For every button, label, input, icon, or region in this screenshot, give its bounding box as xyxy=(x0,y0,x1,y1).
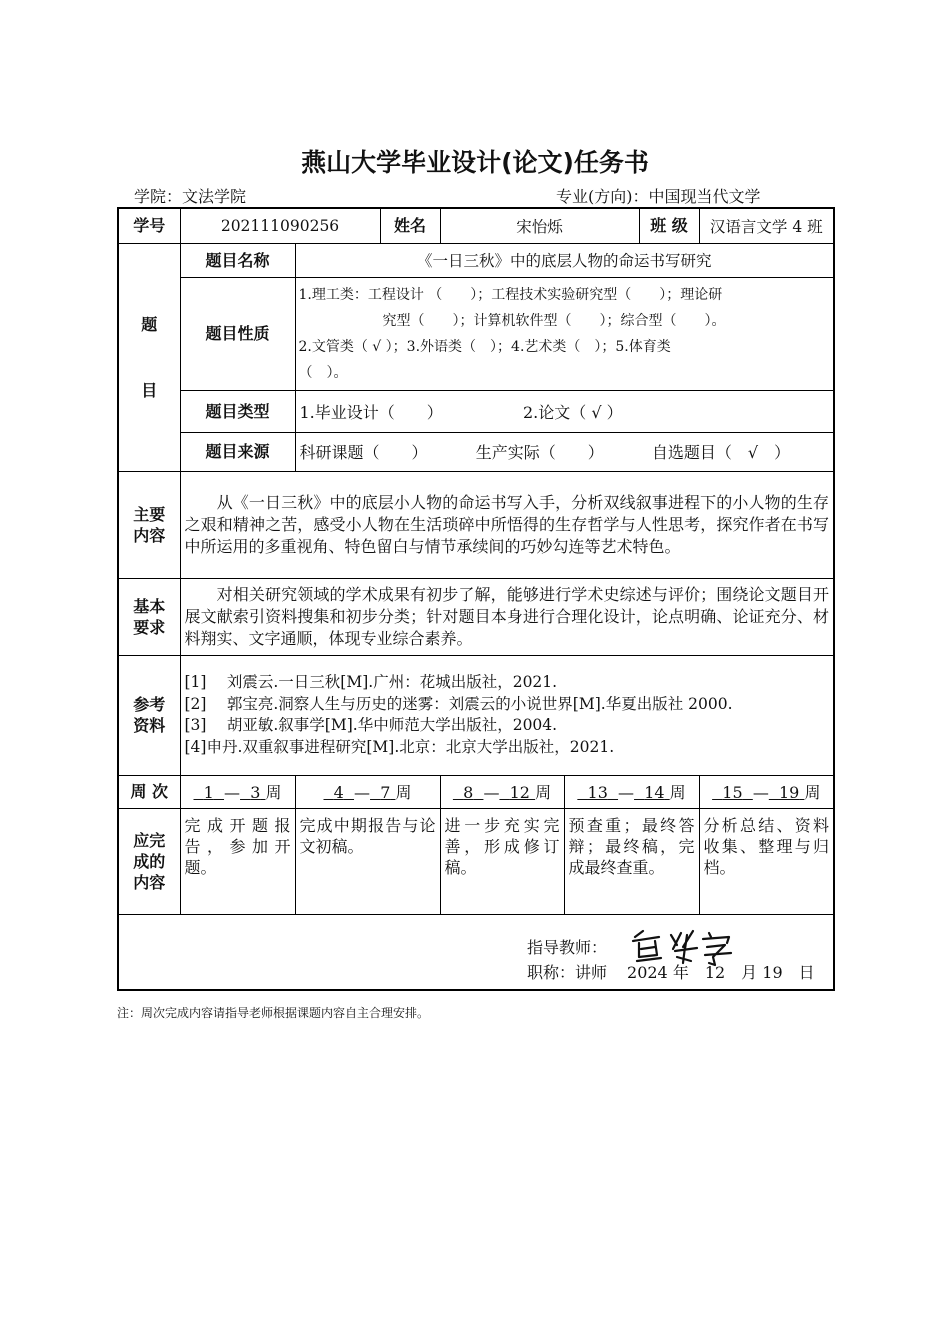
source-option-self-selected: 自选题目（ √ ） xyxy=(651,443,791,462)
main-content-label xyxy=(118,471,180,578)
week-period-1 xyxy=(180,775,295,808)
task-cell-3: 进一步充实完善，形成修订稿。 xyxy=(440,808,564,914)
reference-item: [1] 刘震云.一日三秋[M].广州：花城出版社，2021. xyxy=(184,673,558,691)
week-start: 13 xyxy=(587,783,608,802)
topic-nature-row xyxy=(118,277,834,390)
requirements-label-2: 要求 xyxy=(133,617,166,637)
week-start: 1 xyxy=(203,783,214,802)
week-unit: 周 xyxy=(669,783,686,802)
type-option-graduation-design: 1.毕业设计（ ） xyxy=(299,402,443,422)
tasks-label-3: 内容 xyxy=(133,872,166,892)
topic-source-label: 题目来源 xyxy=(180,432,295,471)
task-cell-4: 预查重；最终答辩；最终稿，完成最终查重。 xyxy=(564,808,699,914)
task-cell-1: 完成开题报告，参加开题。 xyxy=(180,808,295,914)
source-option-research: 科研课题（ ） xyxy=(299,443,428,462)
task-form-table xyxy=(117,207,835,991)
requirements-row xyxy=(118,578,834,655)
class-label: 班 级 xyxy=(639,208,699,243)
handwritten-signature xyxy=(629,927,739,967)
topic-type-label: 题目类型 xyxy=(180,390,295,432)
signature-cell xyxy=(118,914,834,990)
advisor-title: 职称：讲师 xyxy=(527,962,608,982)
week-unit: 周 xyxy=(265,783,282,802)
week-end: 19 xyxy=(778,783,800,802)
topic-nature-label: 题目性质 xyxy=(180,277,295,390)
tasks-label-1: 应完 xyxy=(133,830,166,850)
student-name-label: 姓名 xyxy=(380,208,440,243)
topic-group-char-2: 目 xyxy=(141,380,158,400)
week-start: 15 xyxy=(722,783,743,802)
week-start: 4 xyxy=(333,783,344,802)
nature-line-2: 究型（ ）；计算机软件型（ ）；综合型（ ）。 xyxy=(382,312,726,329)
topic-group-label xyxy=(118,243,180,471)
tasks-row xyxy=(118,808,834,914)
references-label xyxy=(118,655,180,775)
week-end: 3 xyxy=(250,783,261,802)
week-label: 周 次 xyxy=(118,775,180,808)
reference-item: [3] 胡亚敏.叙事学[M].华中师范大学出版社，2004. xyxy=(184,716,558,734)
week-sep: — xyxy=(618,783,635,802)
week-period-5 xyxy=(699,775,834,808)
reference-item: [4]申丹.双重叙事进程研究[M].北京：北京大学出版社，2021. xyxy=(184,737,615,756)
topic-name-value: 《一日三秋》中的底层人物的命运书写研究 xyxy=(295,243,834,277)
signature-row xyxy=(118,914,834,990)
student-id-value: 202111090256 xyxy=(180,208,380,243)
class-value: 汉语言文学 4 班 xyxy=(699,208,834,243)
week-unit: 周 xyxy=(804,783,821,802)
topic-nature-value xyxy=(295,277,834,390)
main-content-paragraph: 从《一日三秋》中的底层小人物的命运书写入手，分析双线叙事进程下的小人物的生存之艰和精神之苦，感受小人物在生活琐碎中所悟得的生存哲学与人性思考，探究作者在书写中所运用的多重视角、特色留白与情节承续间的巧妙勾连等艺术特色。 xyxy=(184,492,830,556)
tasks-label-2: 成的 xyxy=(133,851,166,871)
main-content-label-1: 主要 xyxy=(133,504,166,524)
topic-source-value xyxy=(295,432,834,471)
week-period-2 xyxy=(295,775,440,808)
references-label-1: 参考 xyxy=(133,695,166,714)
student-name-value: 宋怡烁 xyxy=(440,208,639,243)
requirements-paragraph: 对相关研究领域的学术成果有初步了解，能够进行学术史综述与评价；围绕论文题目开展文献索引资料搜集和初步分类；针对题目本身进行合理化设计，论点明确、论证充分、材料翔实、文字通顺，体现专业综合素养。 xyxy=(184,584,830,648)
topic-name-label: 题目名称 xyxy=(180,243,295,277)
advisor-label: 指导教师： xyxy=(527,937,608,957)
tasks-label xyxy=(118,808,180,914)
major-field: 专业(方向)：中国现当代文学 xyxy=(556,187,761,206)
reference-item: [2] 郭宝亮.洞察人生与历史的迷雾：刘震云的小说世界[M].华夏出版社 2000. xyxy=(184,694,733,713)
student-info-row xyxy=(118,208,834,243)
source-option-production: 生产实际（ ） xyxy=(475,443,604,462)
week-end: 12 xyxy=(509,783,530,802)
week-row xyxy=(118,775,834,808)
week-sep: — xyxy=(752,783,769,802)
topic-group-char-1: 题 xyxy=(141,314,158,334)
references-label-2: 资料 xyxy=(133,716,166,735)
student-id-label: 学号 xyxy=(118,208,180,243)
nature-line-4: （ ）。 xyxy=(298,364,348,381)
week-sep: — xyxy=(224,783,241,802)
topic-type-value xyxy=(295,390,834,432)
task-cell-5: 分析总结、资料收集、整理与归档。 xyxy=(699,808,834,914)
week-sep: — xyxy=(354,783,371,802)
main-content-text xyxy=(180,471,834,578)
week-end: 7 xyxy=(380,783,391,802)
document-title: 燕山大学毕业设计(论文)任务书 xyxy=(301,148,649,177)
requirements-label xyxy=(118,578,180,655)
main-content-label-2: 内容 xyxy=(133,525,166,545)
sign-date: 2024 年 12 月 19 日 xyxy=(627,962,815,982)
week-end: 14 xyxy=(644,783,665,802)
references-list xyxy=(180,655,834,775)
week-sep: — xyxy=(483,783,500,802)
task-cell-2: 完成中期报告与论文初稿。 xyxy=(295,808,440,914)
week-period-4 xyxy=(564,775,699,808)
topic-type-row xyxy=(118,390,834,432)
references-row xyxy=(118,655,834,775)
week-unit: 周 xyxy=(535,783,552,802)
footnote: 注：周次完成内容请指导老师根据课题内容自主合理安排。 xyxy=(117,1006,430,1020)
nature-line-1: 1.理工类：工程设计 （ ）；工程技术实验研究型（ ）；理论研 xyxy=(298,286,723,303)
topic-name-row xyxy=(118,243,834,277)
main-content-row xyxy=(118,471,834,578)
requirements-text xyxy=(180,578,834,655)
week-unit: 周 xyxy=(395,783,412,802)
nature-line-3: 2.文管类（ √ ）；3.外语类（ ）；4.艺术类（ ）；5.体育类 xyxy=(298,338,671,355)
requirements-label-1: 基本 xyxy=(133,596,166,616)
college-field: 学院：文法学院 xyxy=(134,187,247,206)
week-start: 8 xyxy=(463,783,474,802)
type-option-thesis: 2.论文（ √ ） xyxy=(522,402,623,422)
week-period-3 xyxy=(440,775,564,808)
topic-source-row xyxy=(118,432,834,471)
